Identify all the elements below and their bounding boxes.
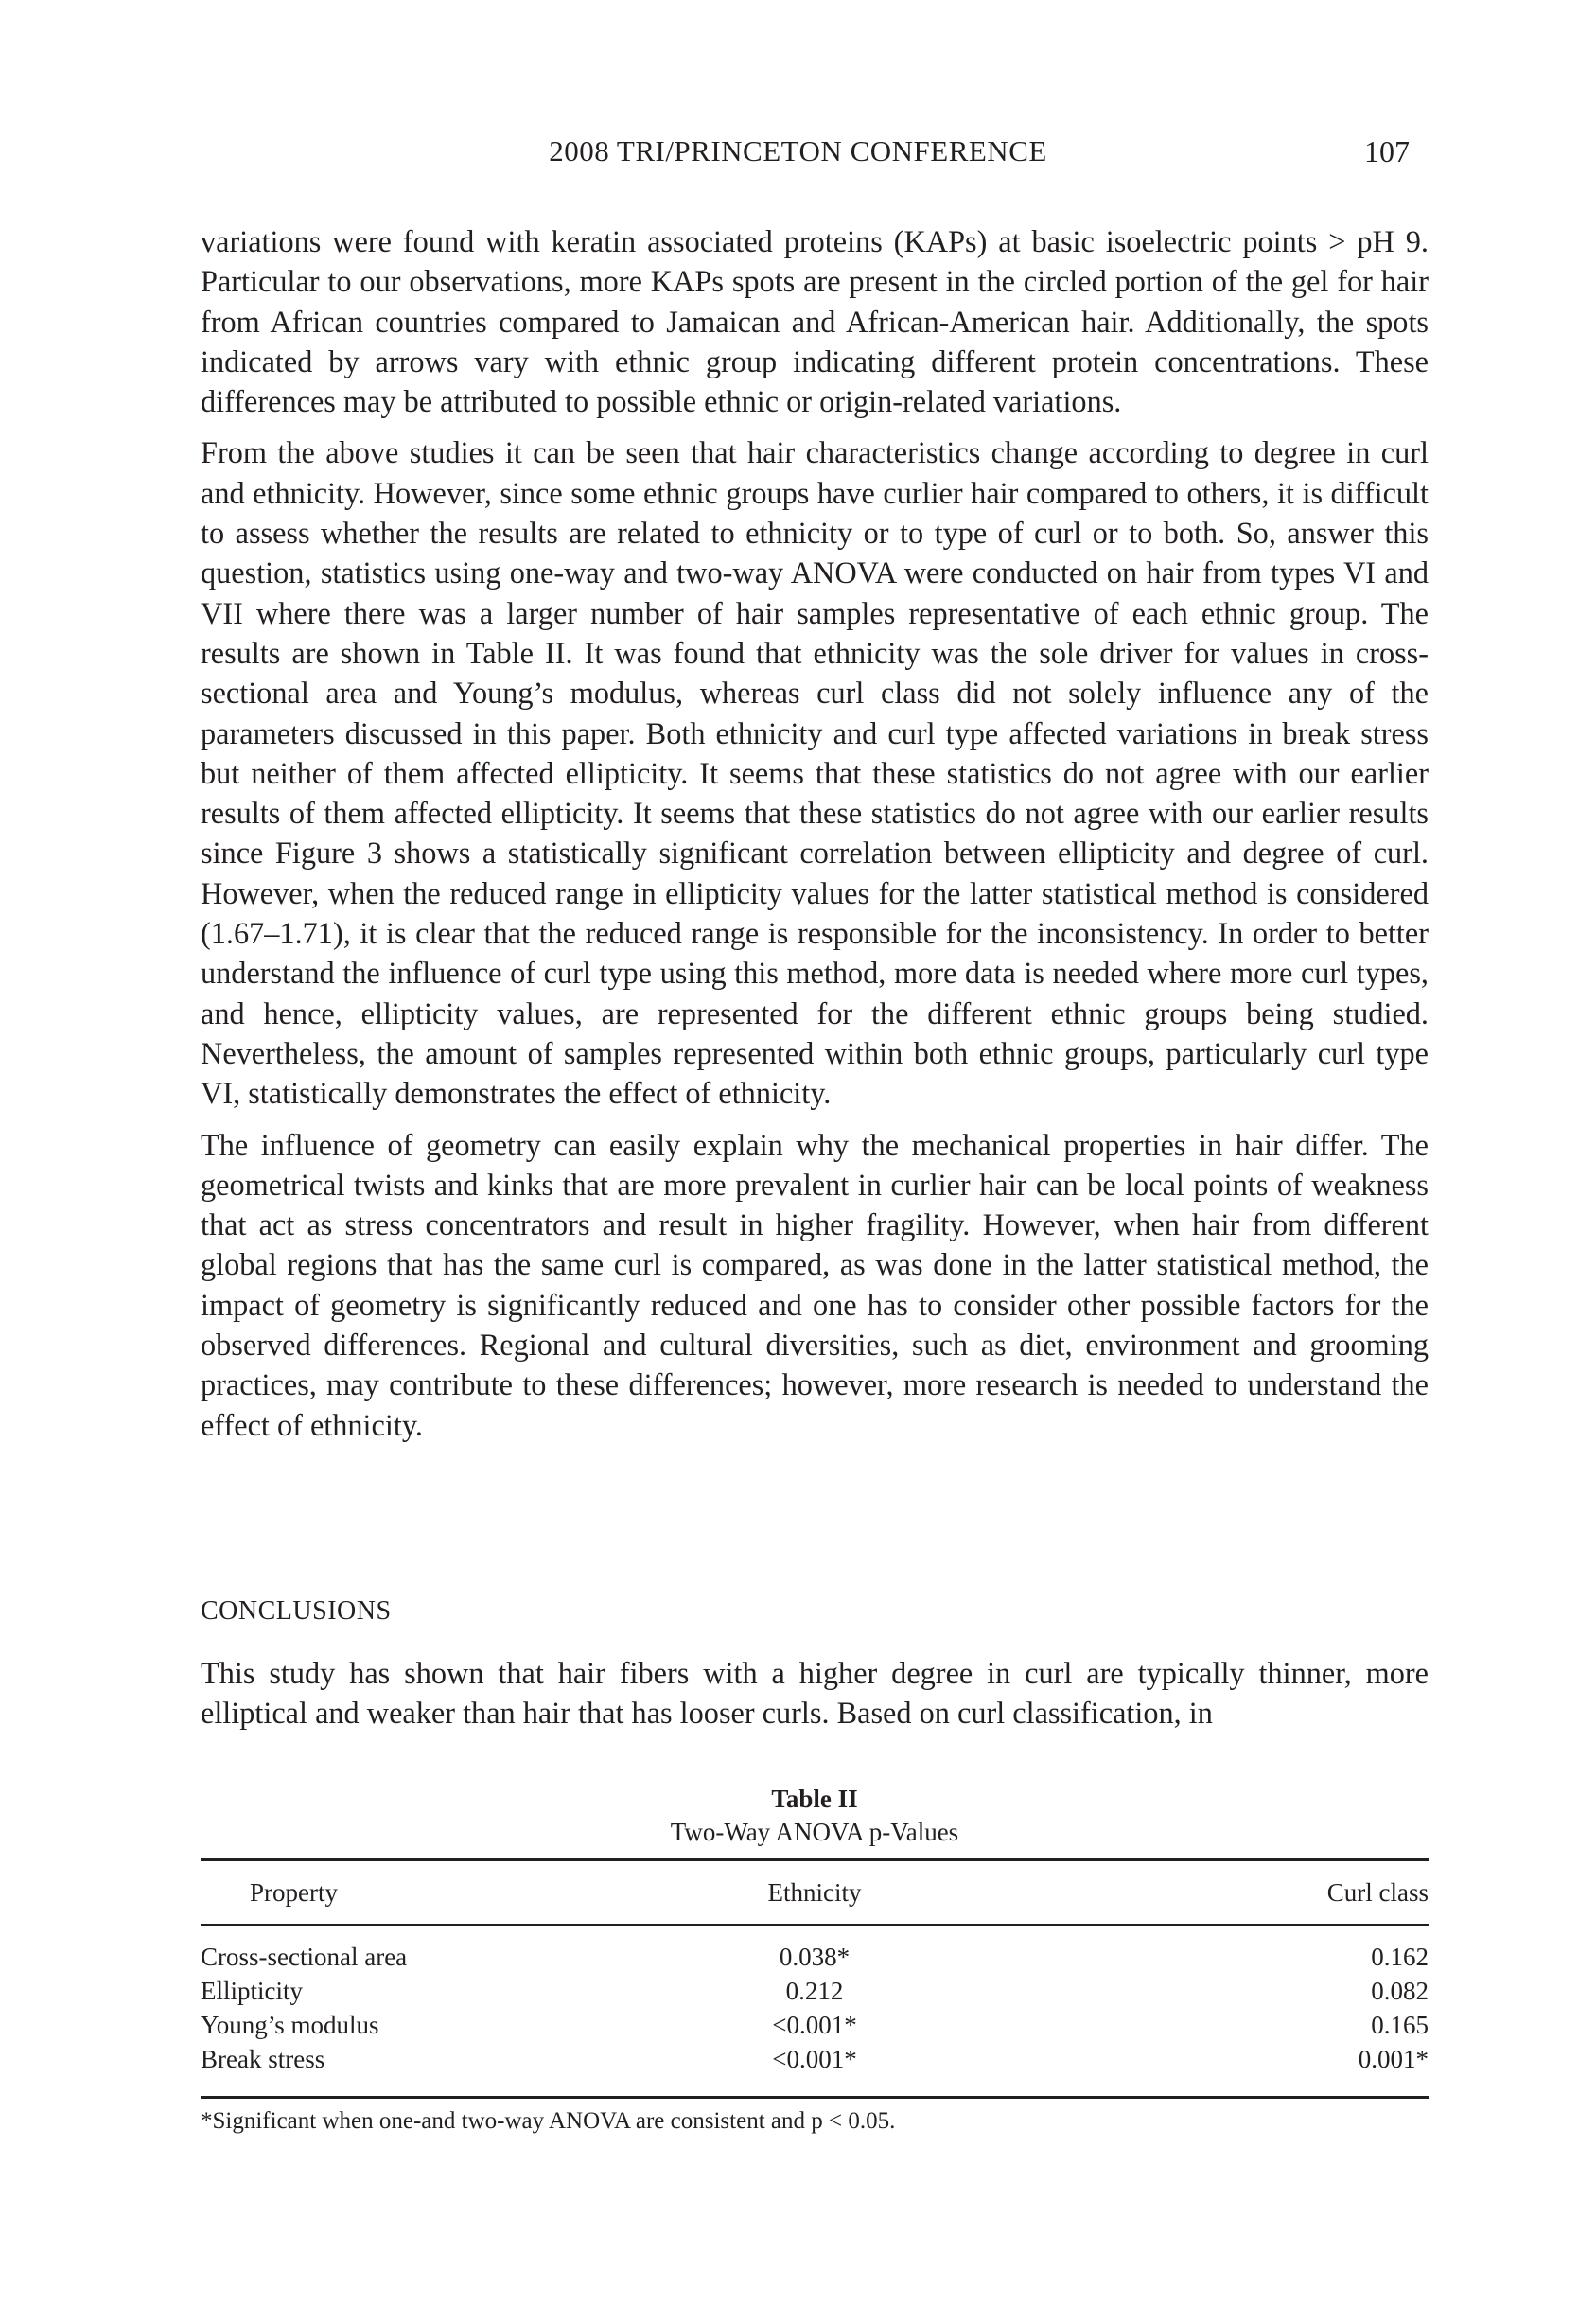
body-text — [201, 221, 1429, 1445]
cell-ethnicity: <0.001* — [772, 2011, 857, 2039]
running-title: 2008 TRI/PRINCETON CONFERENCE — [549, 134, 1047, 167]
table-row — [201, 2045, 1429, 2079]
cell-ethnicity: 0.212 — [785, 1977, 844, 2005]
conclusion-paragraph: This study has shown that hair fibers with a higher degree in curl are typically thinner, more elliptical and weaker than hair that has looser curls. Based on curl classification, in — [201, 1656, 1429, 1731]
table-caption: Two-Way ANOVA p-Values — [670, 1818, 959, 1846]
page-number: 107 — [1364, 134, 1410, 168]
cell-curl-class: 0.165 — [1371, 2011, 1429, 2039]
table-row — [201, 2011, 1429, 2045]
section-heading-conclusions: CONCLUSIONS — [201, 1596, 392, 1626]
column-header-curl-class: Curl class — [1326, 1878, 1429, 1907]
table-header-row — [201, 1861, 1429, 1924]
cell-property: Cross-sectional area — [201, 1943, 408, 1971]
cell-property: Break stress — [201, 2045, 325, 2073]
paragraph: variations were found with keratin associated proteins (KAPs) at basic isoelectric points > pH 9. Particular to our observations, more KAPs spots are present in the circled portion of the gel for hair from African countries compared to Jamaican and African-American hair. Additionally, the spots indicated by arrows vary with ethnic group indicating different protein concentrations. These differences may be attributed to possible ethnic or origin-related variations. — [201, 224, 1429, 419]
table-row — [201, 1977, 1429, 2011]
running-header — [0, 129, 1596, 174]
cell-curl-class: 0.001* — [1358, 2045, 1429, 2073]
table-footnote: *Significant when one-and two-way ANOVA are consistent and p < 0.05. — [201, 2108, 896, 2134]
paragraph: From the above studies it can be seen that hair characteristics change according to degree in curl and ethnicity. However, since some ethnic groups have curlier hair compared to others, it is difficult to assess whether the results are related to ethnicity or to type of curl or to both. So, answer this question, statistics using one-way and two-way ANOVA were conducted on hair from types VI and VII where there was a larger number of hair samples representative of each ethnic group. The results are shown in Table II. It was found that ethnicity was the sole driver for values in cross-sectional area and Young’s modulus, whereas curl class did not solely influence any of the parameters discussed in this paper. Both ethnicity and curl type affected variations in break stress but neither of them affected ellipticity. It seems that these statistics do not agree with our earlier results of them affected ellipticity. It seems that these statistics do not agree with our earlier results since Figure 3 shows a statistically significant correlation between ellipticity and degree of curl. However, when the reduced range in ellipticity values for the latter statistical method is considered (1.67–1.71), it is clear that the reduced range is responsible for the inconsistency. In order to better understand the influence of curl type using this method, more data is needed where more curl types, and hence, ellipticity values, are represented for the different ethnic groups being studied. Nevertheless, the amount of samples represented within both ethnic groups, particularly curl type VI, statistically demonstrates the effect of ethnicity. — [201, 435, 1429, 1111]
table-bottom-rule — [201, 2096, 1429, 2099]
cell-ethnicity: 0.038* — [779, 1943, 851, 1971]
cell-curl-class: 0.162 — [1371, 1943, 1429, 1971]
cell-ethnicity: <0.001* — [772, 2045, 857, 2073]
table-row — [201, 1943, 1429, 1977]
table-label: Table II — [771, 1785, 858, 1813]
cell-property: Ellipticity — [201, 1977, 303, 2005]
column-header-ethnicity: Ethnicity — [767, 1878, 862, 1907]
paragraph: The influence of geometry can easily explain why the mechanical properties in hair differ. The geometrical twists and kinks that are more prevalent in curlier hair can be local points of weakness that act as stress concentrators and result in higher fragility. However, when hair from different global regions that has the same curl is compared, as was done in the latter statistical method, the impact of geometry is significantly reduced and one has to consider other possible factors for the observed differences. Regional and cultural diversities, such as diet, environment and grooming practices, may contribute to these differences; however, more research is needed to understand the effect of ethnicity. — [201, 1127, 1429, 1442]
column-header-property: Property — [250, 1878, 338, 1907]
table-body — [201, 1926, 1429, 2079]
table-ii — [201, 1785, 1429, 2135]
cell-curl-class: 0.082 — [1371, 1977, 1429, 2005]
cell-property: Young’s modulus — [201, 2011, 379, 2039]
